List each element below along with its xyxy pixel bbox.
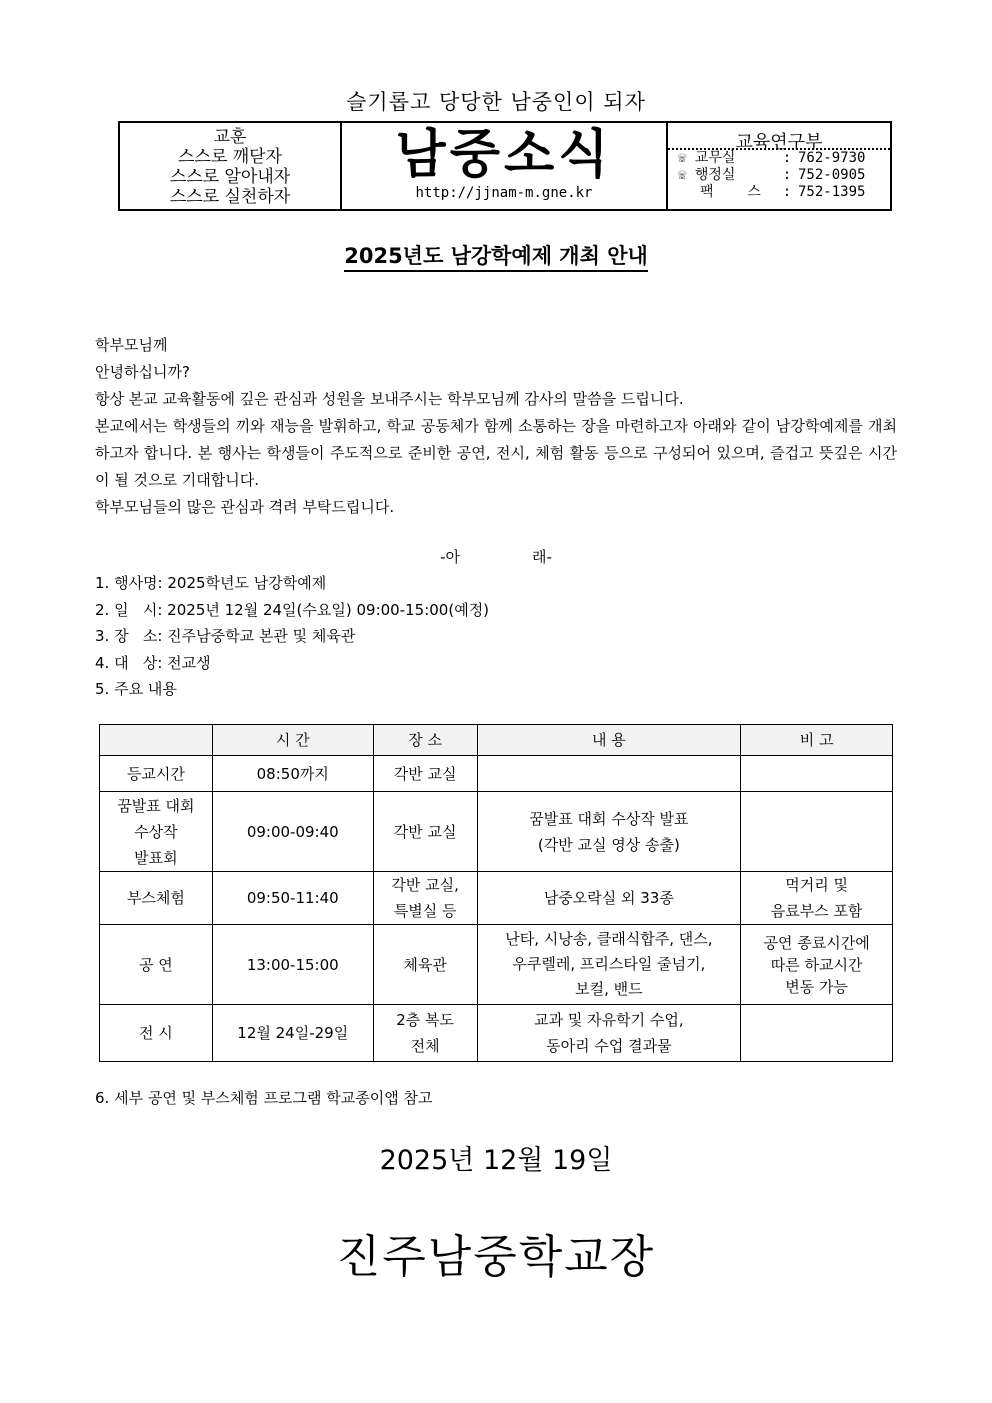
table-cell: 09:50-11:40 — [212, 872, 373, 925]
contact-row: 팩 스 : 752-1395 — [668, 184, 890, 201]
signer-name: 진주남중학교장 — [336, 1230, 656, 1283]
contact-label: 교무실 — [694, 150, 736, 166]
contact-number: 762-9730 — [798, 150, 866, 166]
table-cell — [477, 756, 741, 792]
table-header: 비 고 — [741, 725, 893, 756]
divider-right: 래- — [532, 548, 552, 566]
notice-divider — [0, 546, 992, 567]
table-cell: 먹거리 및 음료부스 포함 — [741, 872, 893, 925]
contact-row: ☏ 교무실 : 762-9730 — [678, 150, 866, 166]
list-item: 1. 행사명: 2025학년도 남강학예제 — [95, 574, 327, 592]
greeting: 안녕하십니까? — [95, 363, 190, 381]
phone-icon: ☏ — [678, 150, 687, 166]
table-cell: 교과 및 자유학기 수업, 동아리 수업 결과물 — [477, 1005, 741, 1062]
table-cell: 남중오락실 외 33종 — [477, 872, 741, 925]
table-cell: 각반 교실 — [373, 756, 477, 792]
list-item: 2. 일 시: 2025년 12월 24일(수요일) 09:00-15:00(예정) — [95, 600, 490, 619]
table-row — [100, 872, 893, 925]
newsletter-title-box — [342, 123, 668, 209]
paragraph: 학부모님들의 많은 관심과 격려 부탁드립니다. — [95, 498, 395, 516]
school-motto-line: 스스로 실천하자 — [169, 187, 291, 207]
newsletter-name: 남중소식 — [395, 125, 613, 185]
document-date: 2025년 12월 19일 — [379, 1145, 613, 1176]
contact-label: 행정실 — [694, 167, 736, 183]
event-details-list — [95, 570, 489, 703]
table-cell: 꿈발표 대회 수상작 발표 (각반 교실 영상 송출) — [477, 792, 741, 872]
table-header: 내 용 — [477, 725, 741, 756]
table-header — [100, 725, 213, 756]
newsletter-masthead — [118, 121, 892, 211]
list-item: 3. 장 소: 진주남중학교 본관 및 체육관 — [95, 627, 356, 645]
table-cell: 공연 종료시간에 따른 하교시간 변동 가능 — [741, 925, 893, 1005]
table-cell: 난타, 시낭송, 클래식합주, 댄스, 우쿠렐레, 프리스타일 줄넘기, 보컬, 밴드 — [477, 925, 741, 1005]
table-cell: 각반 교실 — [373, 792, 477, 872]
schedule-table — [99, 724, 893, 1062]
table-header: 장 소 — [373, 725, 477, 756]
table-cell — [741, 792, 893, 872]
table-row — [100, 792, 893, 872]
table-header-row — [100, 725, 893, 756]
school-motto-box — [120, 123, 342, 209]
school-url[interactable]: http://jjnam-m.gne.kr — [415, 185, 593, 201]
paragraph: 항상 본교 교육활동에 깊은 관심과 성원을 보내주시는 학부모님께 감사의 말씀을 드립니다. — [95, 390, 684, 408]
list-item: 6. 세부 공연 및 부스체험 프로그램 학교종이앱 참고 — [95, 1089, 433, 1107]
phone-icon: ☏ — [678, 167, 687, 183]
table-cell: 13:00-15:00 — [212, 925, 373, 1005]
table-cell: 12월 24일-29일 — [212, 1005, 373, 1062]
table-header: 시 간 — [212, 725, 373, 756]
table-cell: 꿈발표 대회 수상작 발표회 — [100, 792, 213, 872]
contact-box — [668, 123, 890, 209]
contact-label: 팩 스 — [700, 184, 761, 200]
contact-row: ☏ 행정실 : 752-0905 — [678, 167, 866, 183]
table-cell: 공 연 — [100, 925, 213, 1005]
school-motto-title: 교훈 — [213, 127, 247, 147]
school-slogan: 슬기롭고 당당한 남중인이 되자 — [346, 90, 646, 114]
table-cell: 부스체험 — [100, 872, 213, 925]
table-row — [100, 925, 893, 1005]
school-motto-line: 스스로 깨닫자 — [178, 147, 282, 167]
list-item: 5. 주요 내용 — [95, 680, 177, 698]
table-cell — [741, 756, 893, 792]
table-cell: 체육관 — [373, 925, 477, 1005]
list-item: 4. 대 상: 전교생 — [95, 653, 211, 672]
table-row — [100, 1005, 893, 1062]
divider-left: -아 — [440, 548, 460, 566]
contact-number: 752-0905 — [798, 167, 866, 183]
table-row — [100, 756, 893, 792]
table-cell: 각반 교실, 특별실 등 — [373, 872, 477, 925]
table-cell: 등교시간 — [100, 756, 213, 792]
table-cell: 08:50까지 — [212, 756, 373, 792]
contact-number: 752-1395 — [798, 184, 866, 200]
salutation: 학부모님께 — [95, 336, 168, 354]
table-cell: 09:00-09:40 — [212, 792, 373, 872]
table-cell: 전 시 — [100, 1005, 213, 1062]
department-name: 교육연구부 — [668, 123, 890, 150]
document-title: 2025년도 남강학예제 개최 안내 — [344, 244, 648, 272]
letter-body — [95, 332, 897, 521]
table-cell — [741, 1005, 893, 1062]
document-title-wrap — [0, 240, 992, 270]
paragraph: 본교에서는 학생들의 끼와 재능을 발휘하고, 학교 공동체가 함께 소통하는 장을 마련하고자 아래와 같이 남강학예제를 개최하고자 합니다. 본 행사는 학생들이 주도적으로 준비한 공연, 전시, 체험 활동 등으로 구성되어 있으며, 즐겁고 뜻깊은 시간이 될 것으로 기대합니다. — [95, 417, 897, 489]
school-motto-line: 스스로 알아내자 — [169, 167, 291, 187]
table-cell: 2층 복도 전체 — [373, 1005, 477, 1062]
